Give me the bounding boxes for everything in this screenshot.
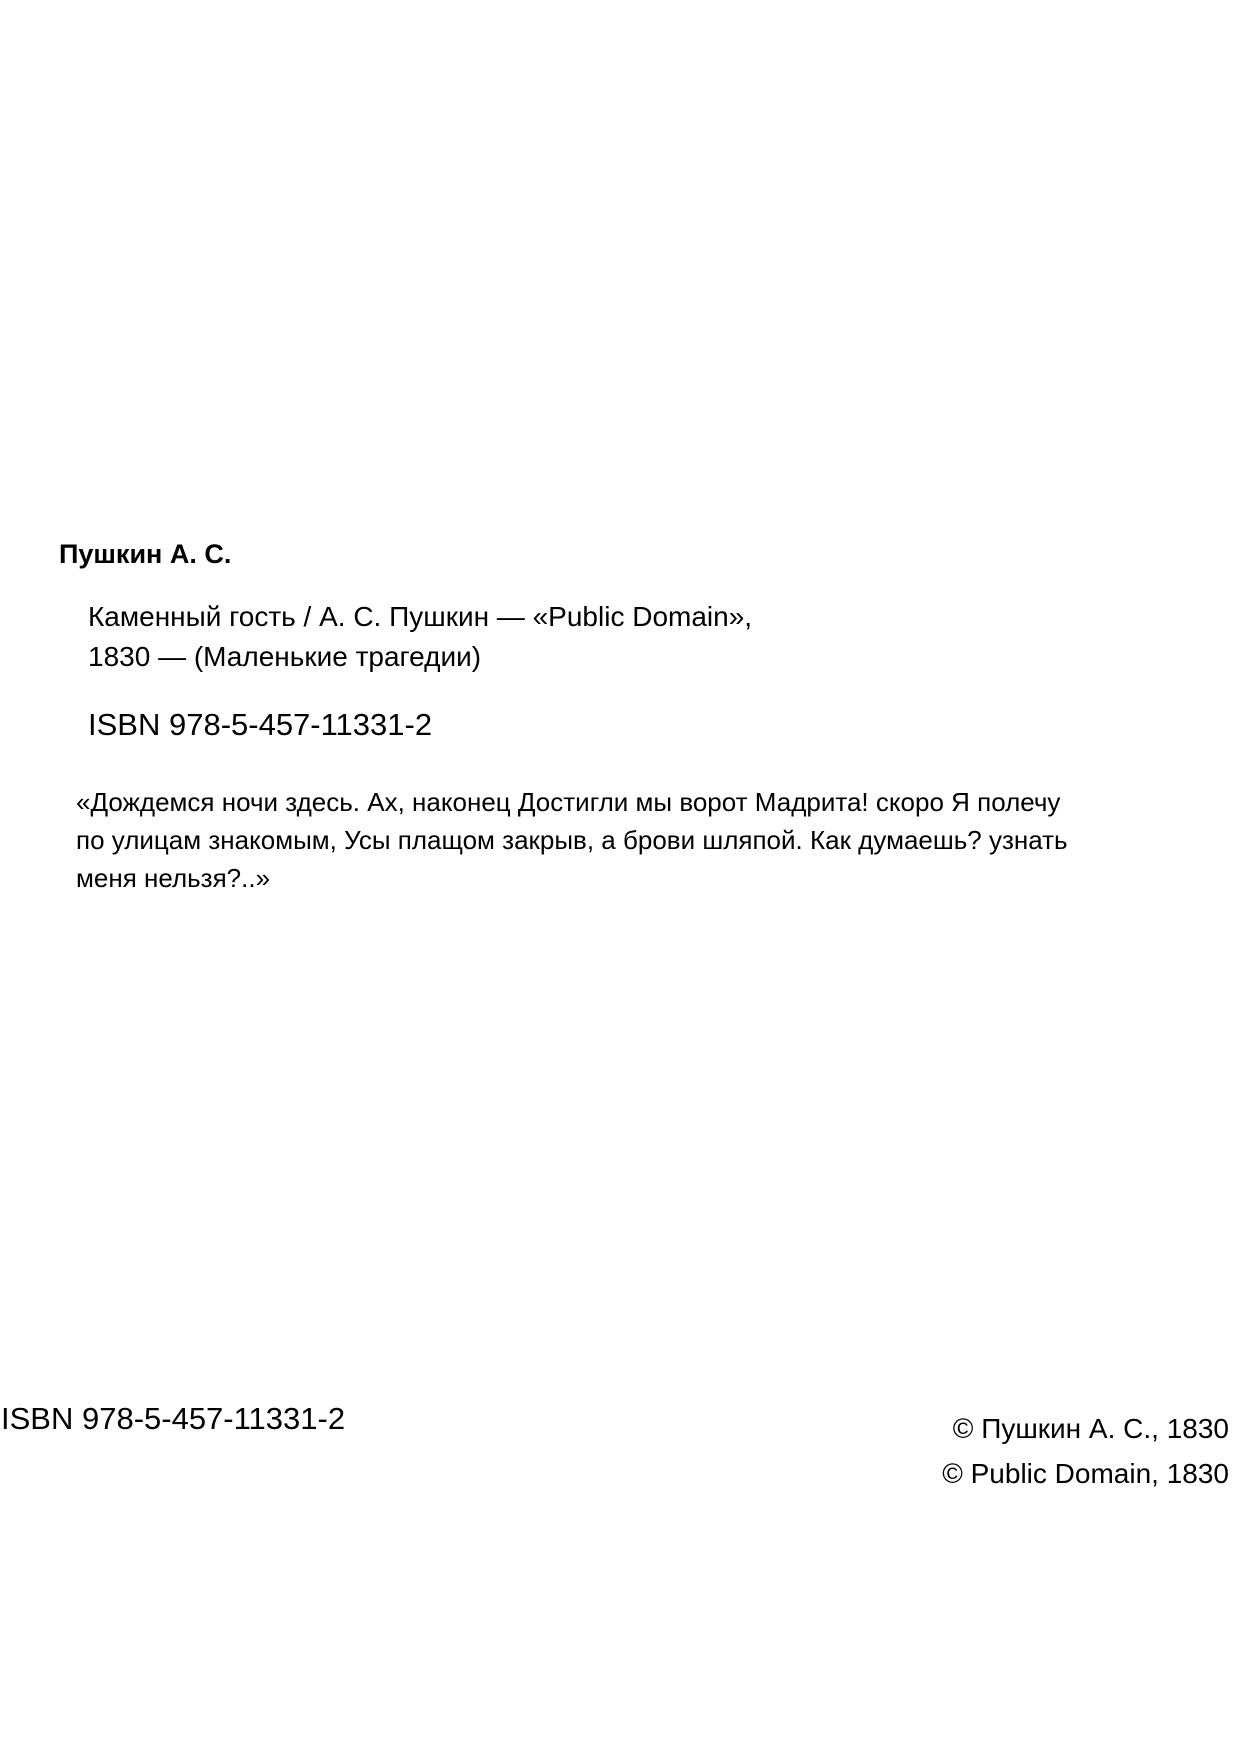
bibliographic-citation: [88, 597, 752, 677]
citation-line: 1830 — (Маленькие трагедии): [88, 641, 482, 672]
copyright-line: © Пушкин А. С., 1830: [952, 1413, 1229, 1444]
citation-line: Каменный гость / А. С. Пушкин — «Public Domain»,: [88, 601, 753, 632]
annotation-line: по улицам знакомым, Усы плащом закрыв, а брови шляпой. Как думаешь? узнать: [76, 825, 1068, 855]
isbn-top: ISBN 978-5-457-11331-2: [88, 707, 433, 742]
copyright-notice: [942, 1406, 1229, 1496]
annotation: [76, 783, 1226, 897]
isbn-bottom: ISBN 978-5-457-11331-2: [1, 1401, 346, 1436]
annotation-line: меня нельзя?..»: [76, 863, 271, 893]
annotation-line: «Дождемся ночи здесь. Ах, наконец Достигли мы ворот Мадрита! скоро Я полечу: [76, 787, 1061, 817]
copyright-line: © Public Domain, 1830: [942, 1458, 1229, 1489]
author-heading: Пушкин А. С.: [59, 539, 232, 569]
